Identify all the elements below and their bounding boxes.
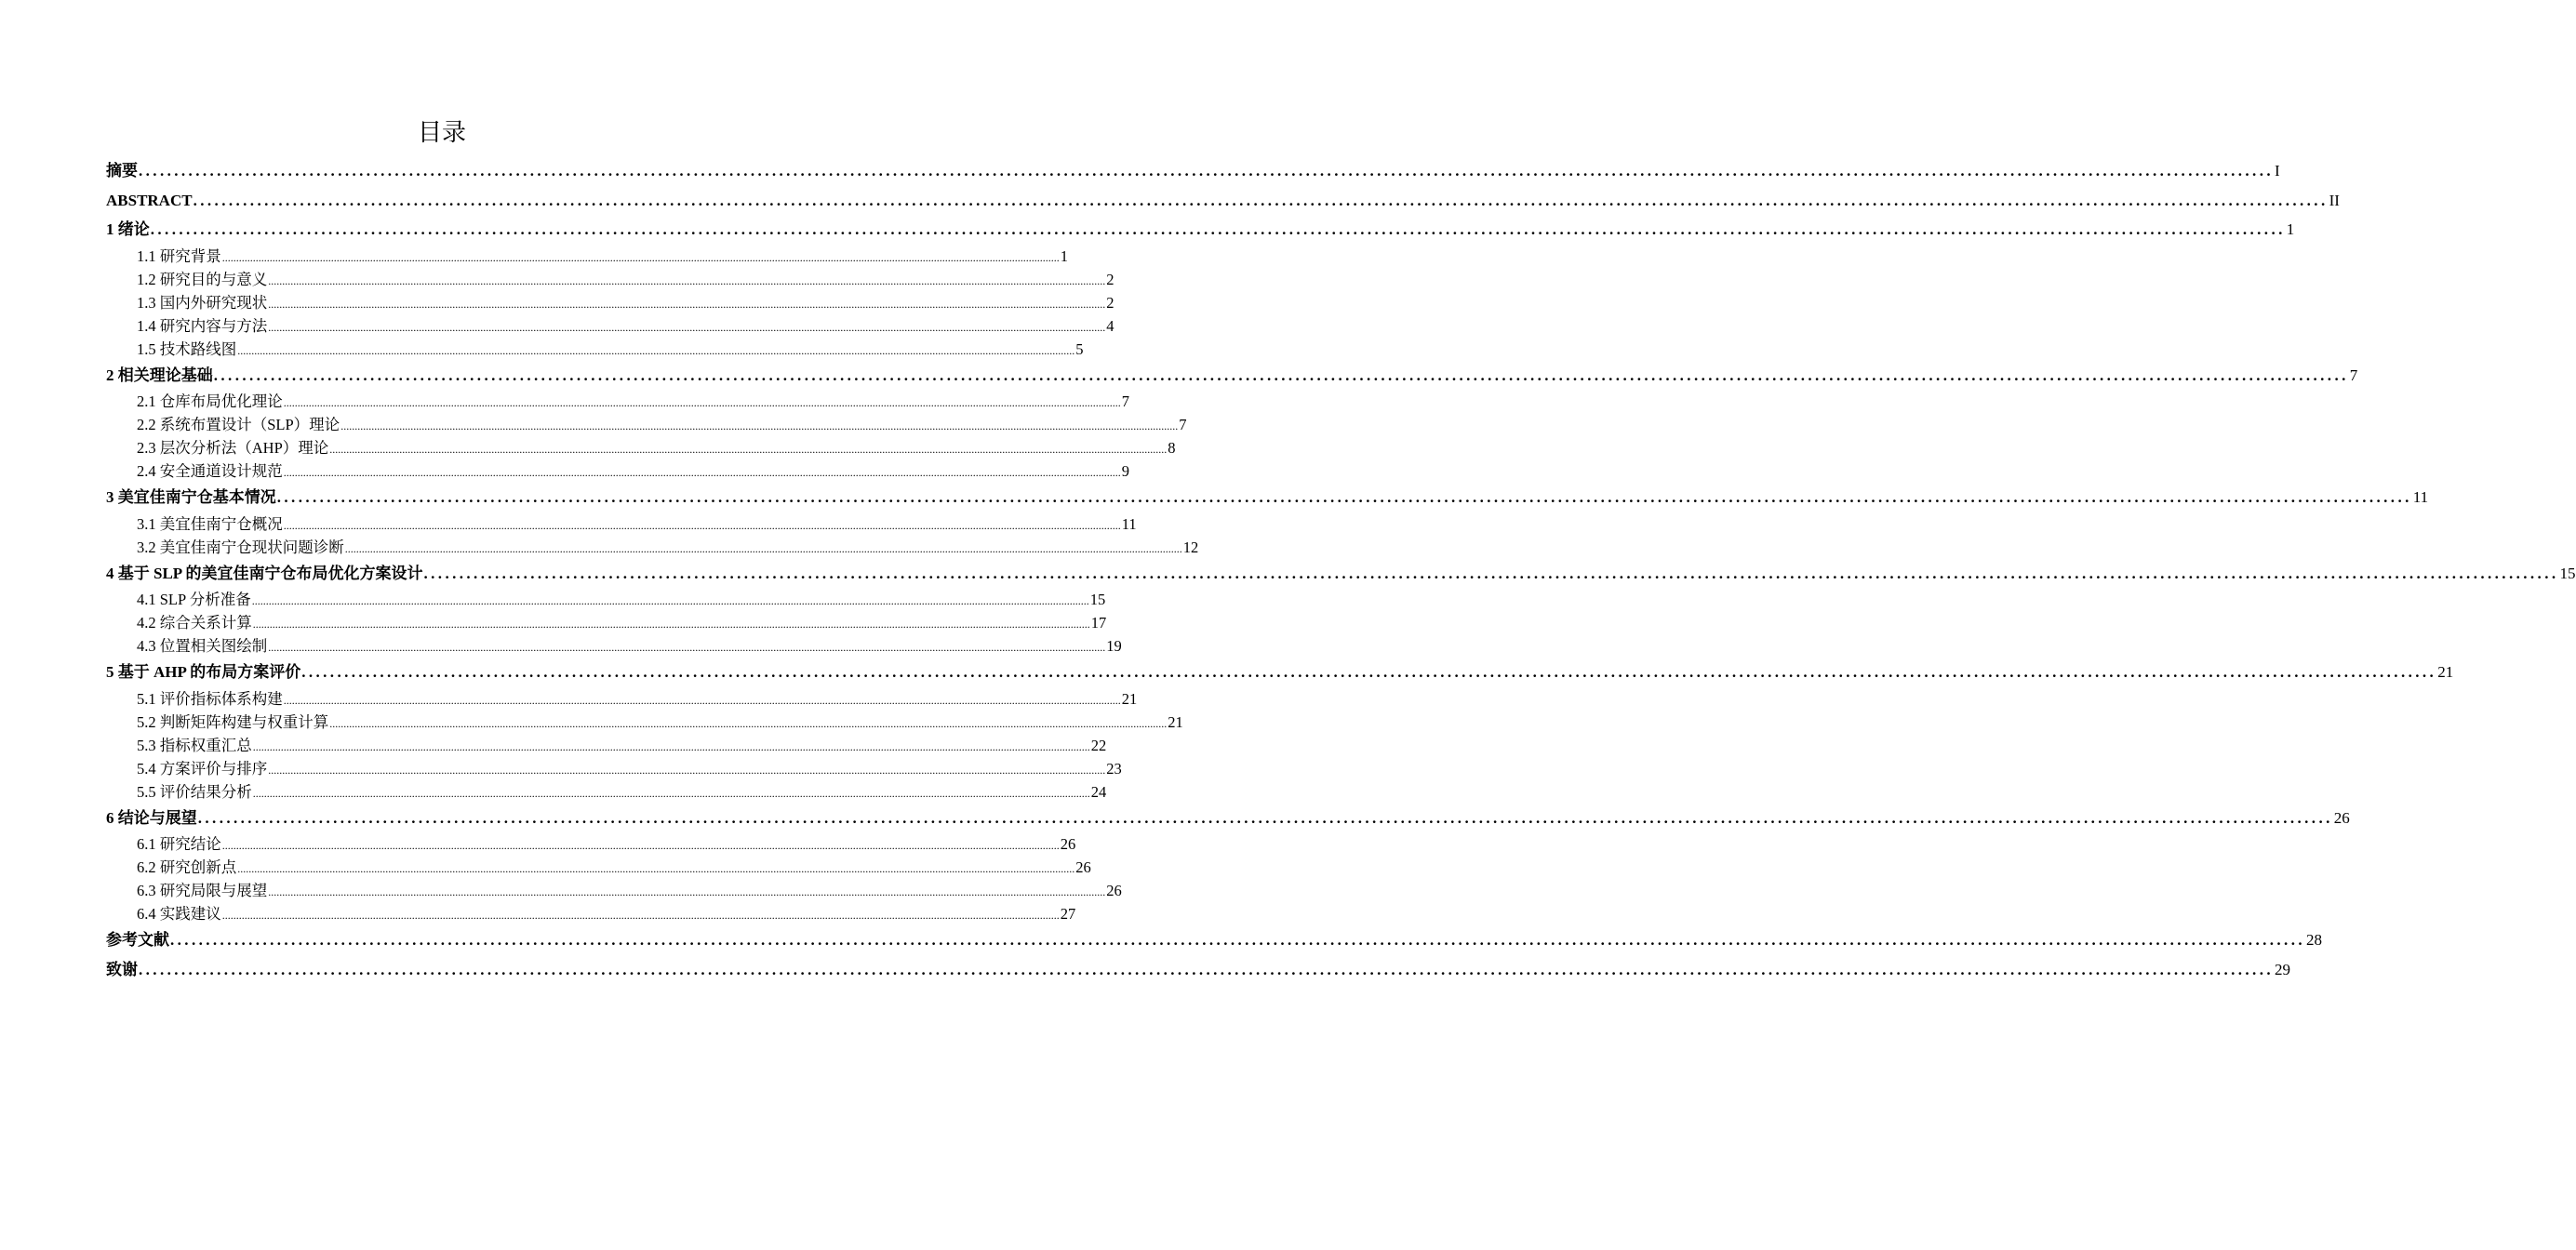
toc-section-entry[interactable] [106,611,1107,634]
toc-dot-leader: ............................................................................................................................................................................................................................................................................................................ [237,862,1075,875]
toc-page-number: 12 [1182,538,1199,556]
toc-dot-leader: ............................................................................................................................................................................................................................................................................................................ [268,885,1106,898]
toc-dot-leader: ............................................................................................................................................................................................................................................................................................................ [268,641,1106,654]
toc-title: 目录 [417,119,466,147]
toc-dot-leader: ............................................................................................................................................................................................................................................................................................................ [252,786,1090,800]
toc-section-entry[interactable] [106,268,1114,291]
toc-chapter-entry[interactable] [106,955,2290,985]
toc-entry-label: 3.1 美宜佳南宁仓概况 [137,514,283,533]
toc-dot-leader: ............................................................................................................................................................................................................................................................................................................ [344,541,1182,555]
toc-entry-label: 1.2 研究目的与意义 [137,270,268,288]
toc-chapter-entry[interactable] [106,186,2340,216]
toc-entry-label: 2.3 层次分析法（AHP）理论 [137,439,329,457]
toc-dot-leader: ............................................................................................................................................................................................................................................................................................................ [268,320,1106,334]
toc-section-entry[interactable] [106,757,1122,780]
toc-entry-label: 4.2 综合关系计算 [137,614,252,632]
toc-page-number: 2 [1106,270,1114,288]
toc-section-entry[interactable] [106,536,1199,559]
toc-chapter-entry[interactable] [106,559,2576,589]
toc-page-number: 11 [1121,514,1137,533]
toc-dot-leader: ............................................................................................................................................................................................................................................................................................................ [283,396,1121,409]
toc-entry-label: 6.4 实践建议 [137,905,221,923]
toc-entry-label: 2.4 安全通道设计规范 [137,462,283,480]
toc-section-entry[interactable] [106,245,1068,268]
toc-entry-label: 1.4 研究内容与方法 [137,316,268,335]
toc-entry-label: 5 基于 AHP 的布局方案评价 [106,663,301,681]
toc-chapter-entry[interactable] [106,361,2358,391]
toc-entry-label: 4 基于 SLP 的美宜佳南宁仓布局优化方案设计 [106,564,423,582]
toc-dot-leader: ............................................................................................................................................................................................................................................................................................................ [139,960,2274,978]
toc-entry-label: 5.5 评价结果分析 [137,782,252,801]
toc-entry-label: 2.1 仓库布局优化理论 [137,392,283,410]
toc-section-entry[interactable] [106,291,1114,314]
toc-entry-label: 1.3 国内外研究现状 [137,293,268,312]
toc-dot-leader: ............................................................................................................................................................................................................................................................................................................ [252,618,1090,631]
toc-entry-label: 6.3 研究局限与展望 [137,882,268,899]
toc-dot-leader: ............................................................................................................................................................................................................................................................................................................ [221,250,1060,264]
toc-entry-label: 3.2 美宜佳南宁仓现状问题诊断 [137,538,344,556]
toc-section-entry[interactable] [106,856,1091,879]
toc-dot-leader: ............................................................................................................................................................................................................................................................................................................ [329,716,1168,730]
toc-chapter-entry[interactable] [106,658,2454,687]
toc-dot-leader: ............................................................................................................................................................................................................................................................................................................ [329,443,1168,456]
toc-section-entry[interactable] [106,634,1122,658]
toc-page-number: 28 [2306,931,2322,949]
toc-dot-leader: ............................................................................................................................................................................................................................................................................................................ [221,839,1060,852]
toc-dot-leader: ............................................................................................................................................................................................................................................................................................................ [268,297,1106,311]
toc-entry-label: ABSTRACT [106,191,193,209]
toc-dot-leader: ............................................................................................................................................................................................................................................................................................................ [213,366,2349,384]
toc-page-number: 1 [2286,220,2295,238]
toc-page-number: 26 [1075,858,1091,876]
toc-dot-leader: ............................................................................................................................................................................................................................................................................................................ [197,808,2333,827]
toc-chapter-entry[interactable] [106,925,2322,955]
toc-page-number: I [2275,162,2280,180]
toc-entry-label: 5.2 判断矩阵构建与权重计算 [137,712,329,731]
table-of-contents [106,156,2576,984]
toc-page-number: 5 [1075,339,1084,358]
toc-page-number: 7 [1121,392,1129,410]
toc-section-entry[interactable] [106,588,1106,611]
toc-chapter-entry[interactable] [106,483,2429,512]
toc-dot-leader: ............................................................................................................................................................................................................................................................................................................ [283,693,1121,707]
toc-section-entry[interactable] [106,780,1107,804]
toc-page-number: 19 [1106,637,1122,655]
toc-section-entry[interactable] [106,711,1183,734]
toc-entry-label: 1.5 技术路线图 [137,339,237,358]
toc-page-number: 26 [1060,835,1076,853]
toc-dot-leader: ............................................................................................................................................................................................................................................................................................................ [139,162,2274,180]
toc-page-number: 1 [1060,246,1068,265]
toc-page-number: 2 [1106,293,1114,312]
toc-section-entry[interactable] [106,390,1129,413]
toc-entry-label: 6.2 研究创新点 [137,858,237,876]
toc-section-entry[interactable] [106,832,1076,856]
toc-page-number: 15 [1089,591,1106,608]
toc-entry-label: 4.3 位置相关图绘制 [137,637,268,655]
toc-page-number: 17 [1090,614,1107,632]
toc-entry-label: 3 美宜佳南宁仓基本情况 [106,488,276,506]
toc-dot-leader: ............................................................................................................................................................................................................................................................................................................ [237,343,1075,357]
toc-page-number: 27 [1060,905,1076,923]
toc-dot-leader: ............................................................................................................................................................................................................................................................................................................ [251,594,1089,607]
toc-chapter-entry[interactable] [106,804,2350,833]
toc-page-number: 22 [1090,736,1107,754]
toc-dot-leader: ............................................................................................................................................................................................................................................................................................................ [268,273,1106,287]
toc-dot-leader: ............................................................................................................................................................................................................................................................................................................ [276,488,2412,506]
toc-page-number: 21 [1121,689,1138,708]
toc-section-entry[interactable] [106,459,1129,483]
toc-entry-label: 参考文献 [106,931,169,949]
toc-page-number: 7 [2349,366,2358,384]
toc-page-number: 24 [1090,782,1107,801]
toc-page-number: 21 [2437,663,2454,681]
toc-entry-label: 5.4 方案评价与排序 [137,759,268,778]
toc-section-entry[interactable] [106,413,1187,436]
toc-dot-leader: ............................................................................................................................................................................................................................................................................................................ [252,739,1090,753]
toc-page-number: 23 [1106,759,1122,778]
toc-section-entry[interactable] [106,734,1107,757]
toc-page-number: 26 [2333,808,2350,827]
toc-page-number: 11 [2412,488,2429,506]
toc-dot-leader: ............................................................................................................................................................................................................................................................................................................ [193,191,2329,209]
toc-entry-label: 致谢 [106,960,138,978]
toc-section-entry[interactable] [106,902,1076,925]
toc-page-number: 4 [1106,316,1114,335]
toc-dot-leader: ............................................................................................................................................................................................................................................................................................................ [340,419,1179,432]
toc-entry-label: 6 结论与展望 [106,808,197,827]
toc-chapter-entry[interactable] [106,156,2280,186]
toc-page-number: 26 [1106,882,1122,899]
toc-section-entry[interactable] [106,512,1137,536]
toc-page-number: 8 [1168,439,1176,457]
toc-section-entry[interactable] [106,314,1114,338]
toc-dot-leader: ............................................................................................................................................................................................................................................................................................................ [301,663,2437,681]
toc-dot-leader: ............................................................................................................................................................................................................................................................................................................ [221,909,1060,922]
toc-dot-leader: ............................................................................................................................................................................................................................................................................................................ [150,220,2286,238]
toc-dot-leader: ............................................................................................................................................................................................................................................................................................................ [283,466,1121,479]
toc-section-entry[interactable] [106,687,1138,711]
toc-dot-leader: ............................................................................................................................................................................................................................................................................................................ [423,564,2559,582]
toc-entry-label: 6.1 研究结论 [137,835,221,853]
toc-page-number: 15 [2559,564,2576,582]
toc-page-number: 7 [1179,416,1187,433]
toc-entry-label: 摘要 [106,162,138,180]
toc-entry-label: 1 绪论 [106,220,150,238]
toc-section-entry[interactable] [106,338,1084,361]
toc-page-number: II [2329,191,2340,209]
toc-entry-label: 2 相关理论基础 [106,366,213,384]
toc-entry-label: 5.3 指标权重汇总 [137,736,252,754]
toc-section-entry[interactable] [106,879,1122,902]
toc-entry-label: 5.1 评价指标体系构建 [137,689,283,708]
toc-chapter-entry[interactable] [106,215,2295,245]
toc-dot-leader: ............................................................................................................................................................................................................................................................................................................ [283,518,1121,532]
toc-entry-label: 4.1 SLP 分析准备 [137,591,251,608]
toc-page-number: 29 [2275,960,2290,978]
toc-dot-leader: ............................................................................................................................................................................................................................................................................................................ [268,763,1106,777]
toc-entry-label: 1.1 研究背景 [137,246,221,265]
toc-entry-label: 2.2 系统布置设计（SLP）理论 [137,416,340,433]
toc-page-number: 9 [1121,462,1129,480]
toc-dot-leader: ............................................................................................................................................................................................................................................................................................................ [170,931,2305,949]
toc-page-number: 21 [1168,712,1183,731]
toc-section-entry[interactable] [106,436,1176,459]
